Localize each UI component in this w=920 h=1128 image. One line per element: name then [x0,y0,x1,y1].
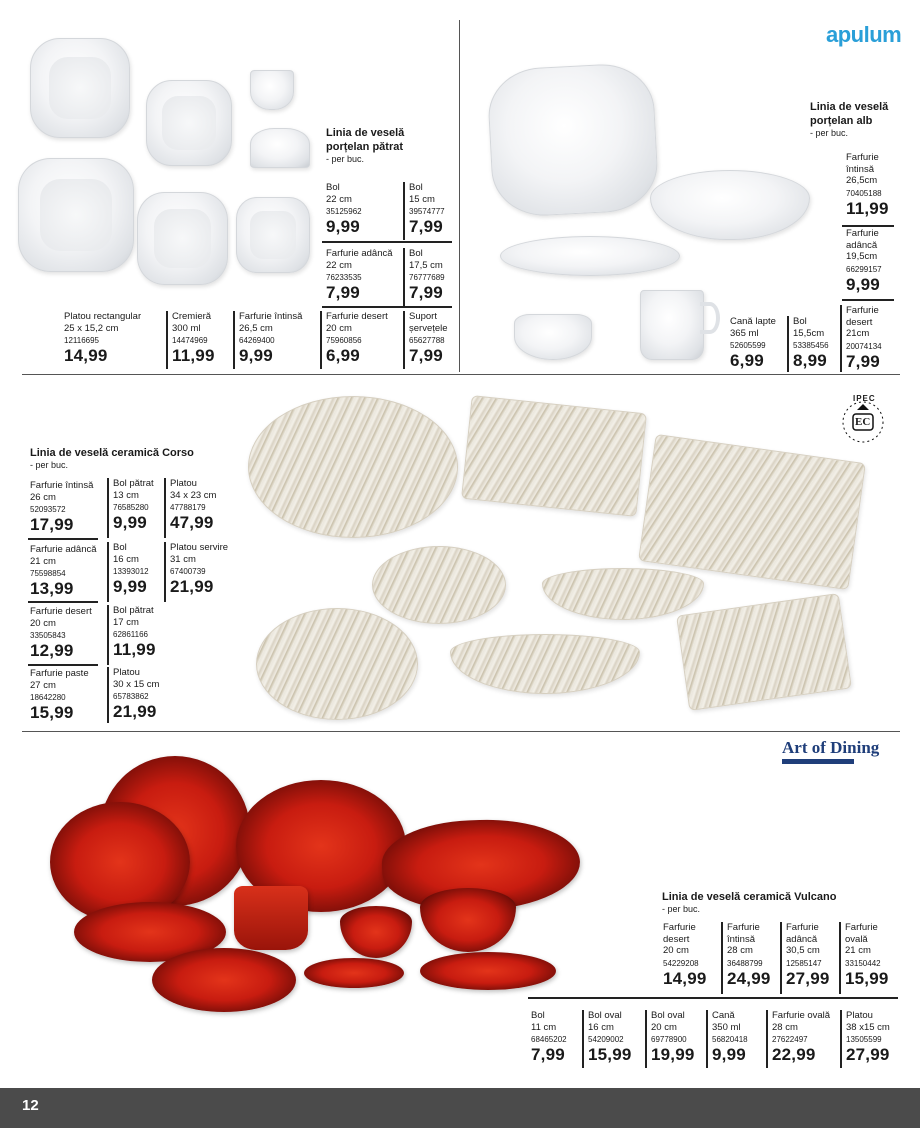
product-corso-bol-patrat-13 [107,478,163,538]
product-size: 21 cm [30,555,56,567]
product-code: 33150442 [845,958,881,968]
product-size: 11 cm [531,1021,557,1033]
white-deep-plate-image [650,170,810,240]
napkin-holder-image [250,128,310,168]
product-vulcano-bol-oval-16 [582,1010,644,1068]
product-code: 65783862 [113,692,149,701]
section-corso-heading [30,446,194,471]
product-price: 9,99 [113,577,147,596]
product-name: Bol pătrat [113,605,154,616]
product-farfurie-desert-20 [320,311,402,369]
price-separator [28,664,98,666]
art-of-dining-logo [782,738,882,764]
product-name: Bol [326,182,340,193]
section-title-line1: Linia de veselă [326,127,405,139]
product-suport-servetele [403,311,457,369]
corso-deep-plate-image [450,634,640,694]
product-size: 15,5cm [793,327,825,339]
product-farfurie-adanca-22 [322,248,402,302]
white-dinner-plate-image [500,236,680,276]
corso-square-bowl-image [461,395,647,517]
product-price: 21,99 [113,702,157,721]
product-name: Platou [113,667,140,678]
section-title: Linia de veselă ceramică Corso [30,447,194,459]
product-name: Bol [531,1010,545,1021]
product-price: 11,99 [172,346,215,365]
product-corso-farfurie-desert [26,606,104,660]
product-price: 11,99 [846,198,889,218]
product-name: Farfurie desert [326,311,388,322]
corso-pasta-plate-image [248,396,458,538]
product-corso-farfurie-intinsa [26,480,104,534]
product-name: Bol [793,316,807,327]
product-cana-lapte [726,316,786,370]
price-separator [28,538,98,540]
product-size: 20 cm [651,1021,677,1033]
product-code: 12116695 [64,336,99,345]
product-price: 9,99 [712,1045,746,1064]
product-name: Bol oval [588,1010,622,1021]
product-price: 7,99 [409,283,443,302]
square-bowl-15-image [146,80,232,166]
price-separator [322,306,452,308]
section-title-line1: Linia de veselă [810,101,889,113]
product-name: Farfurie [846,228,879,239]
product-size: 16 cm [588,1021,614,1033]
product-size: 21cm [846,328,870,339]
product-name: Farfurie adâncă [30,544,97,555]
product-code: 68465202 [531,1035,567,1044]
product-name-2: desert [663,933,690,945]
product-vulcano-cana [706,1010,762,1068]
product-size: 31 cm [170,553,196,565]
product-corso-platou-30 [107,667,163,723]
corso-serving-platter-image [676,593,852,711]
product-code: 35125962 [326,207,362,216]
product-price: 27,99 [786,968,830,988]
product-code: 66299157 [846,264,882,274]
product-code: 52605599 [730,341,766,350]
apulum-logo: apulum [826,22,902,47]
product-code: 76233535 [326,273,362,282]
page-number: 12 [22,1097,39,1114]
product-name: Farfurie paste [30,668,89,679]
price-separator [842,225,894,227]
product-size: 30,5 cm [786,945,820,956]
product-corso-platou-servire [164,542,234,602]
product-vulcano-farfurie-ovala-28 [766,1010,836,1068]
product-bol-15 [403,182,457,240]
product-corso-bol-16 [107,542,163,602]
product-code: 27622497 [772,1035,808,1044]
square-deep-plate-image [137,192,228,285]
product-size: 16 cm [113,553,139,565]
square-bowl-22-image [30,38,130,138]
product-price: 19,99 [651,1045,695,1064]
vulcano-mug-image [234,886,308,950]
product-bol-15-5-alb [787,316,839,372]
price-separator [28,601,98,603]
product-code: 67400739 [170,567,206,576]
product-name: Farfurie [786,922,819,933]
section-porcelain-white-heading [810,100,888,139]
product-name: Bol oval [651,1010,685,1021]
product-name-2: întinsă [846,163,874,175]
section-vulcano-heading [662,890,836,915]
product-code: 13505599 [846,1035,882,1044]
product-name-2: adâncă [786,933,818,945]
product-price: 9,99 [239,346,273,365]
product-size: 365 ml [730,327,759,339]
product-code: 69778900 [651,1035,687,1044]
corso-platter-34-image [638,434,866,590]
product-name: Platou rectangular [64,311,142,322]
product-name-2: desert [846,316,873,328]
product-size: 30 x 15 cm [113,678,160,690]
product-price: 6,99 [326,346,360,365]
product-code: 54229208 [663,958,699,968]
product-bol-17-5 [403,248,457,306]
product-size: 20 cm [326,322,352,334]
product-size: 28 cm [772,1021,798,1033]
product-vulcano-farfurie-intinsa [721,922,779,994]
product-code: 75598854 [30,569,66,578]
corso-dessert-plate-image [372,546,506,624]
product-bol-22 [322,182,402,236]
product-name: Farfurie [663,922,696,933]
divider-vertical-top [459,20,460,372]
product-code: 75960856 [326,336,362,345]
product-size: 17,5 cm [409,259,443,271]
product-size: șervețele [409,322,448,334]
product-name: Farfurie întinsă [239,311,303,322]
product-price: 9,99 [326,217,360,236]
product-vulcano-farfurie-adanca [780,922,838,994]
product-code: 76777689 [409,273,445,282]
product-price: 11,99 [113,640,156,659]
product-size: 20 cm [30,617,56,629]
ipec-quality-mark [836,392,890,446]
section-title-line2: porțelan alb [810,115,873,127]
product-name-2: ovală [845,933,868,945]
section-subtitle: - per buc. [662,904,701,914]
product-platou-rectangular [60,311,160,365]
product-code: 64269400 [239,336,275,345]
product-vulcano-platou-38 [840,1010,900,1068]
product-farfurie-intinsa-26-5 [233,311,319,369]
section-subtitle: - per buc. [810,128,849,138]
vulcano-oval-plate-21-image [420,952,556,990]
product-size: 350 ml [712,1021,741,1033]
product-name: Farfurie adâncă [326,248,393,259]
vulcano-dessert-plate-image [304,958,404,988]
price-separator [322,241,452,243]
vulcano-deep-bowl-image [152,948,296,1012]
product-code: 54209002 [588,1035,624,1044]
white-platter-image [486,62,660,218]
price-separator [528,997,898,999]
product-vulcano-farfurie-desert [659,922,719,988]
product-size: 13 cm [113,489,139,501]
product-price: 24,99 [727,968,771,988]
product-code: 56820418 [712,1035,748,1044]
product-farfurie-adanca-19-5-alb [842,228,900,294]
product-code: 12585147 [786,958,822,968]
product-code: 70405188 [846,188,882,198]
product-name: Platou servire [170,542,229,553]
product-cremiera [166,311,230,369]
product-size: 15 cm [409,193,435,205]
product-size: 26,5 cm [239,322,273,334]
product-name: Farfurie [727,922,760,933]
product-name: Farfurie desert [30,606,92,617]
product-size: 22 cm [326,193,352,205]
ipec-ec-label: EC [855,416,871,428]
art-of-dining-underline [782,759,854,764]
product-code: 33505843 [30,631,66,640]
price-separator [842,299,894,301]
product-corso-platou-34 [164,478,234,538]
white-milk-mug-image [640,290,704,360]
product-corso-farfurie-paste [26,668,104,722]
product-name-2: întinsă [727,933,755,945]
product-code: 65627788 [409,336,445,345]
product-price: 15,99 [845,968,889,988]
product-size: 27 cm [30,679,56,691]
product-price: 21,99 [170,577,214,596]
ipec-label: IPEC [853,394,876,403]
product-vulcano-bol-11 [527,1010,581,1064]
product-code: 47788179 [170,503,206,512]
product-price: 14,99 [663,968,707,988]
product-size: 20 cm [663,945,689,956]
product-code: 14474969 [172,336,208,345]
product-code: 36488799 [727,958,763,968]
product-name: Cană [712,1010,735,1021]
vulcano-bowl-11-image [340,906,412,958]
product-code: 18642280 [30,693,66,702]
product-price: 27,99 [846,1045,890,1064]
product-price: 14,99 [64,346,108,365]
section-title-line2: porțelan pătrat [326,141,404,153]
product-size: 28 cm [727,945,753,956]
product-price: 7,99 [326,283,360,302]
white-bowl-image [514,314,592,360]
product-code: 62861166 [113,630,148,639]
product-name-2: adâncă [846,239,878,251]
product-price: 8,99 [793,351,827,370]
product-name: Suport [409,311,437,322]
product-name: Platou [846,1010,873,1021]
product-code: 13393012 [113,567,149,576]
product-size: 22 cm [326,259,352,271]
art-of-dining-wordmark: Art of Dining [782,738,880,757]
product-price: 9,99 [846,274,880,294]
product-price: 22,99 [772,1045,816,1064]
product-size: 21 cm [845,945,871,956]
product-name: Farfurie [846,152,879,163]
vulcano-bowl-oval-16-image [420,888,516,952]
section-subtitle: - per buc. [30,460,69,470]
product-price: 15,99 [588,1045,632,1064]
corso-bowl-16-image [542,568,704,620]
square-dessert-plate-image [236,197,310,273]
product-code: 53385456 [793,341,829,350]
product-size: 17 cm [113,616,139,628]
product-name: Farfurie ovală [772,1010,831,1021]
product-name: Platou [170,478,197,489]
product-price: 47,99 [170,513,214,532]
page-footer [0,1088,920,1128]
product-name: Farfurie [846,305,879,316]
product-name: Cremieră [172,311,212,322]
product-price: 12,99 [30,641,74,660]
product-price: 7,99 [409,346,443,365]
product-code: 76585280 [113,503,149,512]
mug-handle-image [700,302,720,334]
product-price: 15,99 [30,703,74,722]
product-name: Farfurie întinsă [30,480,94,491]
product-name: Bol [409,248,423,259]
corso-dinner-plate-image [256,608,418,720]
section-subtitle: - per buc. [326,154,365,164]
product-size: 25 x 15,2 cm [64,322,119,334]
product-name: Bol [113,542,127,553]
product-price: 17,99 [30,515,74,534]
product-name: Farfurie [845,922,878,933]
product-price: 9,99 [113,513,147,532]
product-size: 26 cm [30,491,56,503]
product-price: 7,99 [531,1045,565,1064]
product-size: 38 x15 cm [846,1021,890,1033]
product-size: 34 x 23 cm [170,489,217,501]
square-dinner-plate-image [18,158,134,272]
creamer-image [250,70,294,110]
product-price: 7,99 [409,217,443,236]
divider-horizontal-2 [22,731,900,732]
section-title: Linia de veselă ceramică Vulcano [662,891,837,903]
divider-horizontal-1 [22,374,900,375]
product-vulcano-bol-oval-20 [645,1010,705,1068]
product-code: 39574777 [409,207,445,216]
product-name: Bol pătrat [113,478,154,489]
product-code: 20074134 [846,341,882,351]
product-vulcano-farfurie-ovala [839,922,897,994]
product-size: 19,5cm [846,251,878,262]
product-corso-bol-patrat-17 [107,605,163,665]
product-name: Cană lapte [730,316,776,327]
product-farfurie-intinsa-26-5-alb [842,152,900,218]
product-farfurie-desert-21-alb [840,305,900,372]
product-size: 26,5cm [846,175,878,186]
product-code: 52093572 [30,505,66,514]
section-porcelain-square-heading [326,126,404,165]
product-name: Bol [409,182,423,193]
product-price: 6,99 [730,351,764,370]
product-price: 13,99 [30,579,74,598]
product-price: 7,99 [846,351,880,371]
product-size: 300 ml [172,322,201,334]
product-corso-farfurie-adanca [26,544,104,598]
